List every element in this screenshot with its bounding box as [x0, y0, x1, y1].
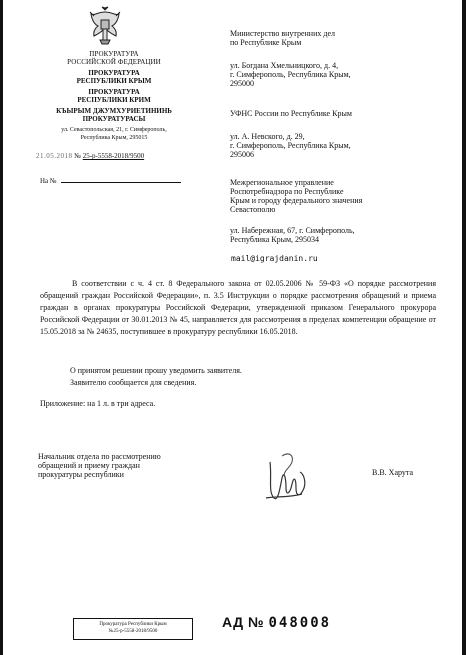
header-prosecutor-line: ПРОКУРАТУРА — [89, 50, 139, 58]
recipient-1-address-line-1: ул. Богдана Хмельницкого, д. 4, — [230, 61, 339, 70]
email-address: mail@igrajdanin.ru — [231, 254, 318, 263]
handwritten-signature — [262, 448, 314, 508]
recipient-3-address-line-1: ул. Набережная, 67, г. Симферополь, — [230, 226, 355, 235]
recipient-3-name-line-3: Крым и городу федерального значения — [230, 196, 363, 205]
signatory-name: В.В. Харута — [372, 468, 414, 477]
signatory-position-line-1: Начальник отдела по рассмотрению — [38, 452, 161, 461]
scan-edge-left — [0, 0, 3, 655]
header-address-line-1: ул. Севастопольская, 21, г. Симферополь, — [61, 127, 167, 133]
header-federation-line: РОССИЙСКОЙ ФЕДЕРАЦИИ — [67, 58, 161, 66]
document-series: АД № — [222, 614, 265, 630]
recipient-3-name-line-2: Роспотребнадзора по Республике — [230, 187, 344, 196]
signatory-position — [38, 452, 161, 479]
recipient-2-address-line-2: г. Симферополь, Республика Крым, — [230, 141, 351, 150]
document-number: 048008 — [268, 615, 332, 631]
registration-stamp-line-1: Прокуратура Республики Крым — [99, 622, 167, 627]
body-paragraph-notify: О принятом решении прошу уведомить заявителя. — [70, 366, 242, 375]
header-address-line-2: Республика Крым, 295015 — [80, 135, 148, 141]
recipient-1-name-line-2: по Республике Крым — [230, 38, 302, 47]
header-bold-line-5: КЪЫРЫМ ДЖУМХУРИЕТИНИНЬ — [56, 107, 172, 115]
signatory-position-line-2: обращений и приему граждан — [38, 461, 140, 470]
body-paragraph-main: В соответствии с ч. 4 ст. 8 Федерального закона от 02.05.2006 № 59-ФЗ «О порядке рассмотрения обращений граждан Российской Федерации», п. 3.5 Инструкции о порядке рассмотрения обращений и приема граждан в органах прокуратуры Российской Федерации, утвержденной приказом Генерального прокурора Российской Федерации от 30.01.2013 № 45, направляется для рассмотрения в пределах компетенции обращение от 15.05.2018 за № 24635, поступившее в прокуратуру республики 16.05.2018. — [40, 279, 436, 336]
reference-line — [40, 176, 181, 185]
header-bold-line-3: ПРОКУРАТУРА — [88, 88, 140, 96]
header-bold-line-4: РЕСПУБЛИКИ КРИМ — [77, 96, 151, 104]
recipient-3-address-line-2: Республика Крым, 295034 — [230, 235, 320, 244]
recipient-2-name: УФНС России по Республике Крым — [230, 109, 352, 118]
attachment-line: Приложение: на 1 л. в три адреса. — [40, 399, 156, 408]
recipient-3-name-line-1: Межрегиональное управление — [230, 178, 334, 187]
registration-number: 25-р-5558-2018/9500 — [82, 152, 145, 160]
recipient-1-address-line-3: 295000 — [230, 79, 254, 88]
document-serial-number — [222, 614, 331, 631]
recipient-1-name-line-1: Министерство внутренних дел — [230, 29, 335, 38]
recipient-1-address-line-2: г. Симферополь, Республика Крым, — [230, 70, 351, 79]
registration-stamp — [73, 618, 193, 640]
recipient-3-name-line-4: Севастополю — [230, 205, 276, 214]
scan-edge-right — [462, 0, 466, 655]
registration-line — [36, 152, 144, 160]
recipient-2-address-line-3: 295006 — [230, 150, 254, 159]
reference-blank — [61, 176, 181, 183]
header-bold-line-2: РЕСПУБЛИКИ КРЫМ — [76, 77, 152, 85]
header-bold-line-1: ПРОКУРАТУРА — [88, 69, 140, 77]
signatory-position-line-3: прокуратуры республики — [38, 470, 124, 479]
header-bold-line-6: ПРОКУРАТУРАСЫ — [82, 115, 146, 123]
body-paragraph-inform: Заявителю сообщается для сведения. — [70, 378, 197, 387]
reference-label: На № — [40, 177, 57, 185]
registration-prefix: № — [74, 152, 81, 160]
registration-date: 21.05.2018 — [36, 152, 73, 160]
registration-stamp-line-2: №25-р-5558-2018/9500 — [108, 629, 158, 634]
coat-of-arms-emblem — [88, 6, 122, 46]
recipient-2-address-line-1: ул. А. Невского, д. 29, — [230, 132, 305, 141]
